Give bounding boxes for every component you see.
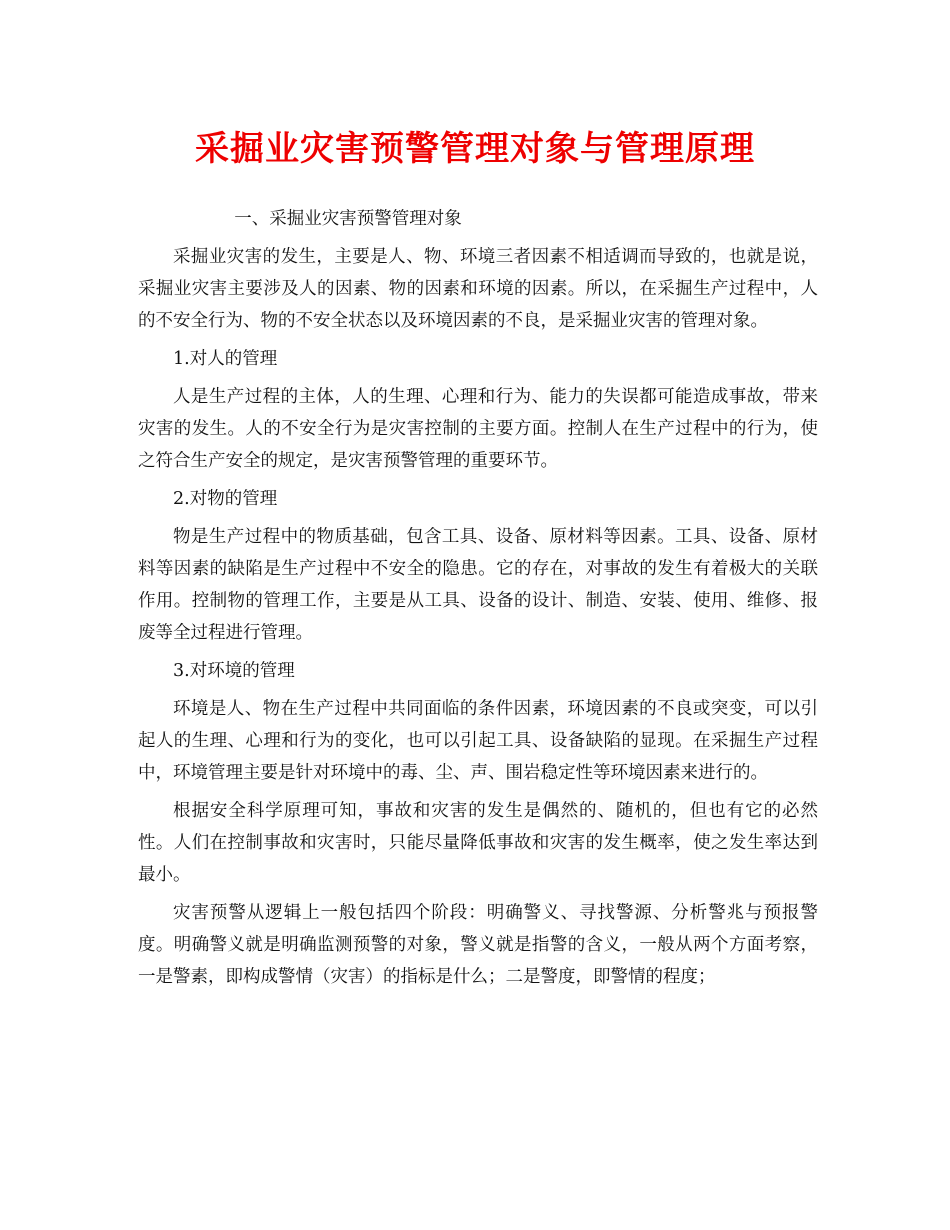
subsection-heading: 3.对环境的管理 — [173, 661, 295, 681]
body-paragraph: 环境是人、物在生产过程中共同面临的条件因素，环境因素的不良或突变，可以引起人的生理、心理和行为的变化，也可以引起工具、设备缺陷的显现。在采掘生产过程中，环境管理主要是针对环境中的毒、尘、声、围岩稳定性等环境因素来进行的。 — [138, 699, 818, 783]
document-body — [138, 203, 818, 999]
body-paragraph: 人是生产过程的主体，人的生理、心理和行为、能力的失误都可能造成事故，带来灾害的发生。人的不安全行为是灾害控制的主要方面。控制人在生产过程中的行为，使之符合生产安全的规定，是灾害预警管理的重要环节。 — [138, 387, 818, 471]
body-paragraph: 灾害预警从逻辑上一般包括四个阶段：明确警义、寻找警源、分析警兆与预报警度。明确警义就是明确监测预警的对象，警义就是指警的含义，一般从两个方面考察，一是警素，即构成警情（灾害）的指标是什么；二是警度，即警情的程度； — [138, 903, 818, 987]
body-paragraph: 物是生产过程中的物质基础，包含工具、设备、原材料等因素。工具、设备、原材料等因素的缺陷是生产过程中不安全的隐患。它的存在，对事故的发生有着极大的关联作用。控制物的管理工作，主要是从工具、设备的设计、制造、安装、使用、维修、报废等全过程进行管理。 — [138, 527, 818, 643]
body-paragraph: 采掘业灾害的发生，主要是人、物、环境三者因素不相适调而导致的，也就是说，采掘业灾害主要涉及人的因素、物的因素和环境的因素。所以，在采掘生产过程中，人的不安全行为、物的不安全状态以及环境因素的不良，是采掘业灾害的管理对象。 — [138, 247, 818, 331]
subsection-heading: 2.对物的管理 — [173, 489, 278, 509]
page-title: 采掘业灾害预警管理对象与管理原理 — [195, 129, 755, 169]
subsection-heading: 1.对人的管理 — [173, 349, 278, 369]
section-heading: 一、采掘业灾害预警管理对象 — [234, 209, 462, 229]
body-paragraph: 根据安全科学原理可知，事故和灾害的发生是偶然的、随机的，但也有它的必然性。人们在控制事故和灾害时，只能尽量降低事故和灾害的发生概率，使之发生率达到最小。 — [138, 801, 818, 885]
